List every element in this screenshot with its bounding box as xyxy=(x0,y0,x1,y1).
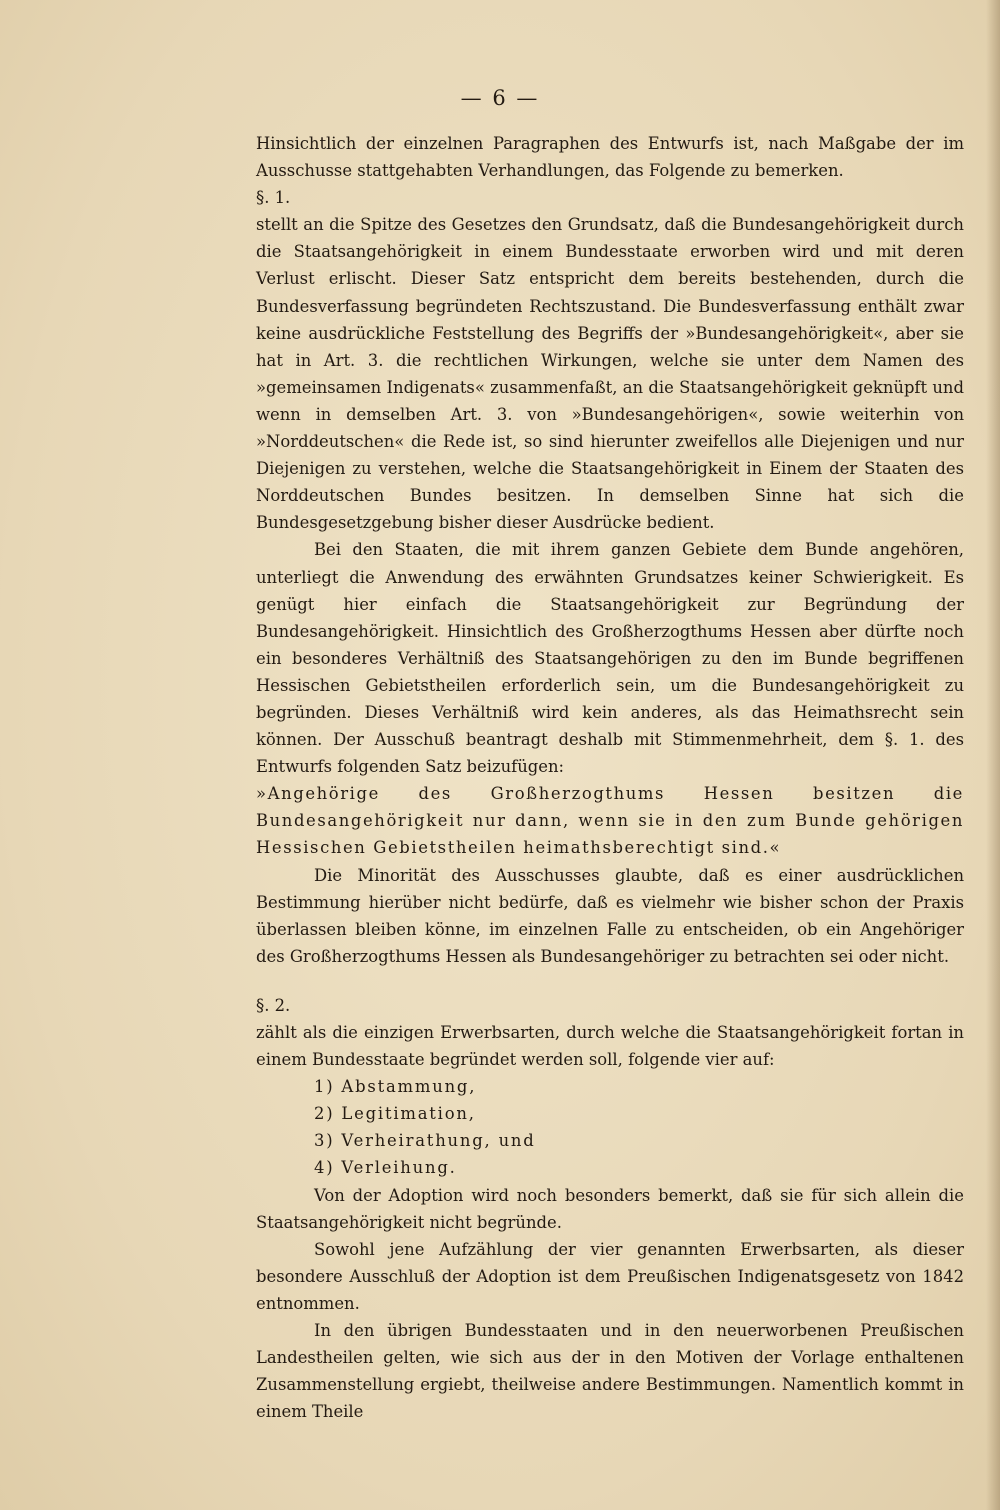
page-edge-shadow xyxy=(986,0,1000,1510)
section2-paragraph-4: In den übrigen Bundesstaaten und in den neuerworbenen Preußischen Landestheilen gelten, wie sich aus der in den Motiven der Vorlage enthaltenen Zusammenstellung ergiebt, theilweise andere Bestimmungen. Namentlich kommt in einem Theile xyxy=(256,1321,964,1422)
section2-paragraph-2: Von der Adoption wird noch besonders bemerkt, daß sie für sich allein die Staatsangehörigkeit nicht begründe. xyxy=(256,1185,964,1232)
section2-paragraph-3: Sowohl jene Aufzählung der vier genannten Erwerbsarten, als dieser besondere Ausschluß der Adoption ist dem Preußischen Indigenatsgesetz von 1842 entnommen. xyxy=(256,1239,964,1313)
list-item: 2) Legitimation, xyxy=(314,1104,476,1124)
section-heading-1: §. 1. xyxy=(256,188,291,208)
section1-paragraph-1: stellt an die Spitze des Gesetzes den Grundsatz, daß die Bundesangehörigkeit durch die Staatsangehörigkeit in einem Bundesstaate erworben wird und mit deren Verlust erlischt. Dieser Satz entspricht dem bereits bestehenden, durch die Bundesverfassung begründeten Rechtszustand. Die Bundesverfassung enthält zwar keine ausdrückliche Feststellung des Begriffs der »Bundesangehörigkeit«, aber sie hat in Art. 3. die rechtlichen Wirkungen, welche sie unter dem Namen des »gemeinsamen Indigenats« zusammenfaßt, an die Staatsangehörigkeit geknüpft und wenn in demselben Art. 3. von »Bundesangehörigen«, sowie weiterhin von »Norddeutschen« die Rede ist, so sind hierunter zweifellos alle Diejenigen und nur Diejenigen zu verstehen, welche die Staatsangehörigkeit in Einem der Staaten des Norddeutschen Bundes besitzen. In demselben Sinne hat sich die Bundesgesetzgebung bisher dieser Ausdrücke bedient. xyxy=(256,215,964,533)
list-item: 3) Verheirathung, und xyxy=(314,1131,536,1151)
page-number: — 6 — xyxy=(460,86,540,110)
acquisition-list xyxy=(256,1073,964,1181)
section-gap xyxy=(256,970,964,992)
intro-paragraph: Hinsichtlich der einzelnen Paragraphen des Entwurfs ist, nach Maßgabe der im Ausschusse stattgehabten Verhandlungen, das Folgende zu bemerken. xyxy=(256,134,964,181)
section-heading-2: §. 2. xyxy=(256,995,291,1015)
section1-paragraph-3: Die Minorität des Ausschusses glaubte, daß es einer ausdrücklichen Bestimmung hierüber nicht bedürfe, daß es vielmehr wie bisher schon der Praxis überlassen bleiben könne, im einzelnen Falle zu entscheiden, ob ein Angehöriger des Großherzogthums Hessen als Bundesangehöriger zu betrachten sei oder nicht. xyxy=(256,865,964,966)
section2-paragraph-1: zählt als die einzigen Erwerbsarten, durch welche die Staatsangehörigkeit fortan in einem Bundesstaate begründet werden soll, folgende vier auf: xyxy=(256,1023,964,1070)
list-item: 1) Abstammung, xyxy=(314,1077,477,1097)
body-text xyxy=(256,130,964,1425)
section1-paragraph-2: Bei den Staaten, die mit ihrem ganzen Gebiete dem Bunde angehören, unterliegt die Anwendung des erwähnten Grundsatzes keiner Schwierigkeit. Es genügt hier einfach die Staatsangehörigkeit zur Begründung der Bundesangehörigkeit. Hinsichtlich des Großherzogthums Hessen aber dürfte noch ein besonderes Verhältniß des Staatsangehörigen zu den im Bunde begriffenen Hessischen Gebietstheilen erforderlich sein, um die Bundesangehörigkeit zu begründen. Dieses Verhältniß wird kein anderes, als das Heimathsrecht sein können. Der Ausschuß beantragt deshalb mit Stimmenmehrheit, dem §. 1. des Entwurfs folgenden Satz beizufügen: xyxy=(256,540,964,777)
list-item: 4) Verleihung. xyxy=(314,1158,457,1178)
section1-quote: »Angehörige des Großherzogthums Hessen besitzen die Bundesangehörigkeit nur dann, wenn sie in den zum Bunde gehörigen Hessischen Gebietstheilen heimathsberechtigt sind.« xyxy=(256,784,964,858)
